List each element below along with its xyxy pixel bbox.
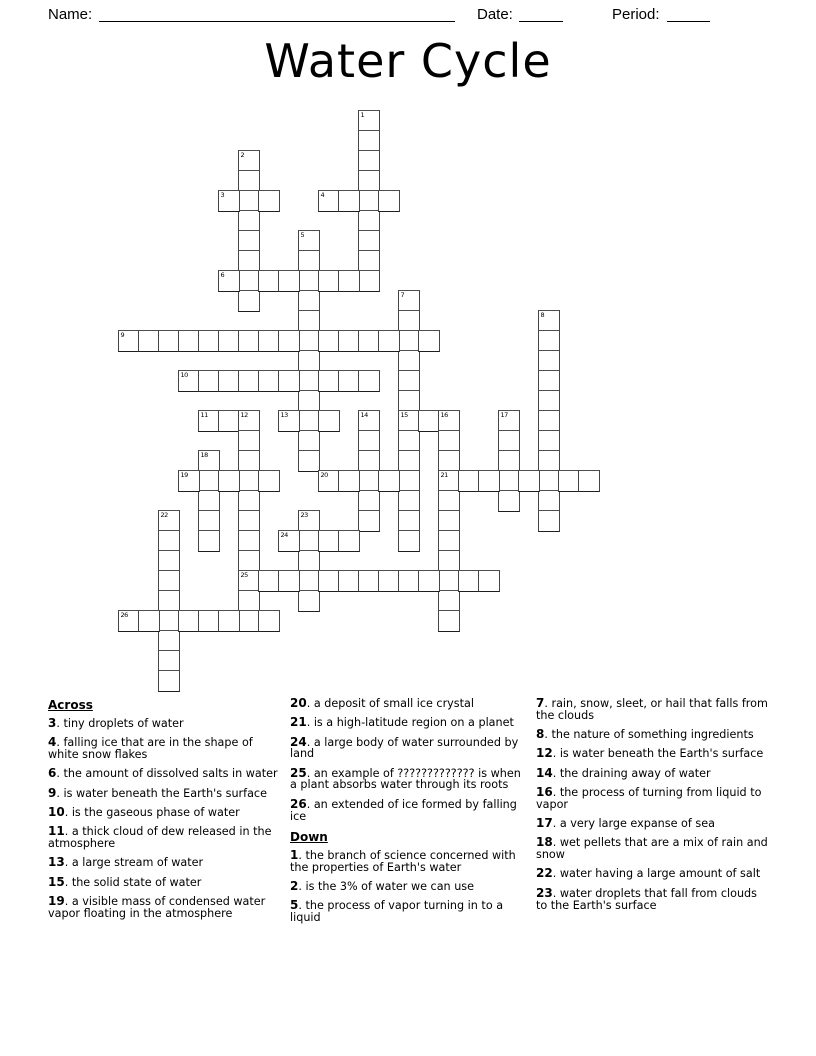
clue-text: . a very large expanse of sea <box>552 817 715 831</box>
grid-cell[interactable] <box>538 390 560 412</box>
clue-text: . the solid state of water <box>64 875 202 889</box>
grid-cell[interactable] <box>118 610 140 632</box>
clue-item <box>290 734 531 761</box>
cell-number: 14 <box>360 410 368 419</box>
grid-cell[interactable] <box>398 410 420 432</box>
clue-item <box>48 768 285 780</box>
grid-cell[interactable] <box>278 270 300 292</box>
grid-cell[interactable] <box>398 450 420 472</box>
clue-item <box>536 698 771 722</box>
grid-cell[interactable] <box>218 610 240 632</box>
clue-number: 2 <box>290 878 299 893</box>
grid-cell[interactable] <box>398 430 420 452</box>
worksheet-title: Water Cycle <box>264 34 552 88</box>
grid-cell[interactable] <box>198 490 220 512</box>
grid-cell[interactable] <box>358 570 380 592</box>
grid-cell[interactable] <box>438 430 460 452</box>
grid-cell[interactable] <box>298 570 320 592</box>
clue-item <box>536 885 771 912</box>
clues-section-header: Across <box>48 698 93 712</box>
clue-text: . the amount of dissolved salts in water <box>56 767 278 781</box>
grid-cell[interactable] <box>218 190 240 212</box>
grid-cell[interactable] <box>378 470 400 492</box>
grid-cell[interactable] <box>438 610 460 632</box>
grid-cell[interactable] <box>258 330 280 352</box>
clue-item <box>48 804 285 819</box>
grid-cell[interactable] <box>118 330 140 352</box>
grid-cell[interactable] <box>538 370 560 392</box>
grid-cell[interactable] <box>438 550 460 572</box>
clue-item <box>48 874 285 889</box>
grid-cell[interactable] <box>238 490 260 512</box>
grid-cell[interactable] <box>218 330 240 352</box>
clue-number: 24 <box>290 734 307 749</box>
grid-cell[interactable] <box>358 110 380 132</box>
clue-item <box>290 796 531 823</box>
grid-cell[interactable] <box>198 370 220 392</box>
cell-number: 16 <box>440 410 448 419</box>
grid-cell[interactable] <box>378 330 400 352</box>
grid-cell[interactable] <box>178 330 200 352</box>
grid-cell[interactable] <box>538 490 560 512</box>
grid-cell[interactable] <box>378 190 400 212</box>
grid-cell[interactable] <box>538 310 560 332</box>
grid-cell[interactable] <box>238 230 260 252</box>
grid-cell[interactable] <box>398 310 420 332</box>
clue-number: 18 <box>536 835 553 850</box>
clue-text: . the draining away of water <box>552 766 711 780</box>
clue-text: . rain, snow, sleet, or hail that falls from the clouds <box>536 697 768 722</box>
cell-number: 4 <box>320 190 325 199</box>
clue-text: . the nature of something ingredients <box>544 728 754 742</box>
grid-cell[interactable] <box>358 470 380 492</box>
cell-number: 26 <box>120 610 128 619</box>
clue-item <box>536 729 771 741</box>
grid-cell[interactable] <box>318 370 340 392</box>
clue-column-middle <box>290 698 531 931</box>
grid-cell[interactable] <box>498 450 520 472</box>
clue-number: 6 <box>48 766 57 781</box>
grid-cell[interactable] <box>378 570 400 592</box>
grid-cell[interactable] <box>338 190 360 212</box>
grid-cell[interactable] <box>238 550 260 572</box>
cell-number: 13 <box>280 410 288 419</box>
grid-cell[interactable] <box>358 510 380 532</box>
grid-cell[interactable] <box>238 590 260 612</box>
grid-cell[interactable] <box>238 290 260 312</box>
clue-number: 9 <box>48 785 57 800</box>
grid-cell[interactable] <box>418 570 440 592</box>
clue-item <box>536 748 771 760</box>
clue-number: 5 <box>290 898 299 913</box>
cell-number: 7 <box>400 290 405 299</box>
grid-cell[interactable] <box>278 370 300 392</box>
grid-cell[interactable] <box>478 570 500 592</box>
grid-cell[interactable] <box>438 510 460 532</box>
grid-cell[interactable] <box>358 410 380 432</box>
grid-cell[interactable] <box>158 590 180 612</box>
grid-cell[interactable] <box>318 330 340 352</box>
clue-number: 7 <box>536 696 545 710</box>
cell-number: 5 <box>300 230 305 239</box>
grid-cell[interactable] <box>158 670 180 692</box>
grid-cell[interactable] <box>238 210 260 232</box>
grid-cell[interactable] <box>358 150 380 172</box>
clue-item <box>536 868 771 880</box>
clue-text: . water having a large amount of salt <box>552 867 761 881</box>
grid-cell[interactable] <box>298 230 320 252</box>
grid-cell[interactable] <box>498 490 520 512</box>
grid-cell[interactable] <box>258 270 280 292</box>
clue-column-left <box>48 698 285 927</box>
grid-cell[interactable] <box>298 530 320 552</box>
clue-number: 23 <box>536 885 553 900</box>
grid-cell[interactable] <box>358 270 380 292</box>
grid-cell[interactable] <box>298 250 320 272</box>
grid-cell[interactable] <box>218 370 240 392</box>
grid-cell[interactable] <box>278 530 300 552</box>
crossword-grid <box>118 110 618 710</box>
clue-text: . an example of ????????????? is when a plant absorbs water through its roots <box>290 766 521 792</box>
grid-cell[interactable] <box>358 210 380 232</box>
clue-number: 4 <box>48 735 57 750</box>
grid-cell[interactable] <box>398 530 420 552</box>
grid-cell[interactable] <box>438 410 460 432</box>
cell-number: 9 <box>120 330 125 339</box>
grid-cell[interactable] <box>258 570 280 592</box>
period-blank-line[interactable] <box>667 4 710 22</box>
grid-cell[interactable] <box>298 510 320 532</box>
grid-cell[interactable] <box>298 450 320 472</box>
clue-number: 16 <box>536 784 553 799</box>
grid-cell[interactable] <box>338 470 360 492</box>
grid-cell[interactable] <box>178 370 200 392</box>
grid-cell[interactable] <box>198 510 220 532</box>
grid-cell[interactable] <box>198 470 220 492</box>
grid-cell[interactable] <box>358 450 380 472</box>
clue-number: 15 <box>48 874 65 889</box>
grid-cell[interactable] <box>278 570 300 592</box>
grid-cell[interactable] <box>238 410 260 432</box>
grid-cell[interactable] <box>238 510 260 532</box>
grid-cell[interactable] <box>298 290 320 312</box>
grid-cell[interactable] <box>178 470 200 492</box>
grid-cell[interactable] <box>318 190 340 212</box>
grid-cell[interactable] <box>238 170 260 192</box>
clue-item <box>48 826 285 850</box>
clue-number: 13 <box>48 855 65 870</box>
clue-number: 14 <box>536 765 553 780</box>
date-blank-line[interactable] <box>519 4 563 22</box>
grid-cell[interactable] <box>538 330 560 352</box>
clue-item <box>290 765 531 792</box>
grid-cell[interactable] <box>318 570 340 592</box>
grid-cell[interactable] <box>338 330 360 352</box>
grid-cell[interactable] <box>158 510 180 532</box>
name-blank-line[interactable] <box>99 4 455 22</box>
grid-cell[interactable] <box>318 530 340 552</box>
clue-text: . falling ice that are in the shape of white snow flakes <box>48 736 253 762</box>
grid-cell[interactable] <box>298 370 320 392</box>
clue-text: . a deposit of small ice crystal <box>306 697 474 710</box>
clue-text: . an extended of ice formed by falling ice <box>290 797 517 823</box>
grid-cell[interactable] <box>338 530 360 552</box>
grid-cell[interactable] <box>358 170 380 192</box>
grid-cell[interactable] <box>258 370 280 392</box>
grid-cell[interactable] <box>398 350 420 372</box>
cell-number: 24 <box>280 530 288 539</box>
clue-number: 1 <box>290 847 299 862</box>
clue-number: 11 <box>48 824 65 839</box>
grid-cell[interactable] <box>578 470 600 492</box>
clue-item <box>48 785 285 800</box>
grid-cell[interactable] <box>238 250 260 272</box>
grid-cell[interactable] <box>318 270 340 292</box>
clue-number: 12 <box>536 746 553 761</box>
grid-cell[interactable] <box>298 550 320 572</box>
grid-cell[interactable] <box>298 310 320 332</box>
grid-cell[interactable] <box>238 530 260 552</box>
grid-cell[interactable] <box>438 450 460 472</box>
clue-number: 25 <box>290 765 307 780</box>
grid-cell[interactable] <box>138 610 160 632</box>
grid-cell[interactable] <box>558 470 580 492</box>
grid-cell[interactable] <box>358 370 380 392</box>
cell-number: 6 <box>220 270 225 279</box>
grid-cell[interactable] <box>238 270 260 292</box>
grid-cell[interactable] <box>538 410 560 432</box>
cell-number: 25 <box>240 570 248 579</box>
clue-item <box>536 837 771 861</box>
grid-cell[interactable] <box>238 470 260 492</box>
grid-cell[interactable] <box>398 330 420 352</box>
clue-text: . water droplets that fall from clouds to the Earth's surface <box>536 886 757 912</box>
grid-cell[interactable] <box>238 190 260 212</box>
grid-cell[interactable] <box>358 330 380 352</box>
grid-cell[interactable] <box>178 610 200 632</box>
grid-cell[interactable] <box>298 590 320 612</box>
grid-cell[interactable] <box>138 330 160 352</box>
clue-text: . a large stream of water <box>64 856 204 870</box>
clue-item <box>48 857 285 869</box>
grid-cell[interactable] <box>298 270 320 292</box>
clue-number: 26 <box>290 796 307 811</box>
clues-section-header: Down <box>290 829 328 844</box>
clue-item <box>290 717 531 729</box>
grid-cell[interactable] <box>458 470 480 492</box>
grid-cell[interactable] <box>538 450 560 472</box>
clue-number: 21 <box>290 715 307 730</box>
clue-number: 3 <box>48 716 57 730</box>
grid-cell[interactable] <box>438 490 460 512</box>
grid-cell[interactable] <box>298 430 320 452</box>
grid-cell[interactable] <box>318 470 340 492</box>
cell-number: 1 <box>360 110 365 119</box>
clue-text: . a large body of water surrounded by land <box>290 735 519 761</box>
grid-cell[interactable] <box>158 570 180 592</box>
grid-cell[interactable] <box>338 270 360 292</box>
clue-number: 8 <box>536 727 545 742</box>
name-label: Name: <box>48 6 93 23</box>
grid-cell[interactable] <box>258 470 280 492</box>
cell-number: 8 <box>540 310 545 319</box>
cell-number: 21 <box>440 470 448 479</box>
grid-cell[interactable] <box>158 330 180 352</box>
cell-number: 20 <box>320 470 328 479</box>
grid-cell[interactable] <box>158 630 180 652</box>
clue-item <box>48 893 285 920</box>
grid-cell[interactable] <box>358 130 380 152</box>
clue-text: . is water beneath the Earth's surface <box>552 747 764 761</box>
grid-cell[interactable] <box>398 570 420 592</box>
grid-cell[interactable] <box>298 330 320 352</box>
cell-number: 19 <box>180 470 188 479</box>
grid-cell[interactable] <box>158 530 180 552</box>
grid-cell[interactable] <box>358 250 380 272</box>
clue-text: . is the 3% of water we can use <box>298 879 474 893</box>
clue-item <box>536 765 771 780</box>
clue-text: . a thick cloud of dew released in the atmosphere <box>48 825 272 851</box>
worksheet-header <box>0 4 816 28</box>
grid-cell[interactable] <box>498 430 520 452</box>
cell-number: 15 <box>400 410 408 419</box>
grid-cell[interactable] <box>498 410 520 432</box>
grid-cell[interactable] <box>298 390 320 412</box>
grid-cell[interactable] <box>418 410 440 432</box>
grid-cell[interactable] <box>198 610 220 632</box>
clue-item <box>48 737 285 761</box>
grid-cell[interactable] <box>438 470 460 492</box>
grid-cell[interactable] <box>278 410 300 432</box>
cell-number: 10 <box>180 370 188 379</box>
grid-cell[interactable] <box>258 190 280 212</box>
grid-cell[interactable] <box>498 470 520 492</box>
grid-cell[interactable] <box>478 470 500 492</box>
clue-text: . a visible mass of condensed water vapor floating in the atmosphere <box>48 894 266 920</box>
clue-text: . wet pellets that are a mix of rain and snow <box>536 836 768 862</box>
cell-number: 2 <box>240 150 245 159</box>
cell-number: 22 <box>160 510 168 519</box>
clue-text: . tiny droplets of water <box>56 717 184 730</box>
grid-cell[interactable] <box>458 570 480 592</box>
clue-number: 19 <box>48 893 65 908</box>
clue-text: . is a high-latitude region on a planet <box>306 716 514 730</box>
grid-cell[interactable] <box>518 470 540 492</box>
grid-cell[interactable] <box>238 450 260 472</box>
clue-item <box>536 784 771 811</box>
grid-cell[interactable] <box>298 350 320 372</box>
cell-number: 3 <box>220 190 225 199</box>
grid-cell[interactable] <box>398 490 420 512</box>
clue-number: 17 <box>536 816 553 831</box>
grid-cell[interactable] <box>158 650 180 672</box>
grid-cell[interactable] <box>338 370 360 392</box>
grid-cell[interactable] <box>398 290 420 312</box>
grid-cell[interactable] <box>438 530 460 552</box>
grid-cell[interactable] <box>238 150 260 172</box>
grid-cell[interactable] <box>258 610 280 632</box>
grid-cell[interactable] <box>238 570 260 592</box>
clue-item <box>290 698 531 710</box>
grid-cell[interactable] <box>238 370 260 392</box>
cell-number: 12 <box>240 410 248 419</box>
date-label: Date: <box>477 6 513 23</box>
clue-item <box>290 847 531 874</box>
grid-cell[interactable] <box>218 270 240 292</box>
cell-number: 17 <box>500 410 508 419</box>
grid-cell[interactable] <box>198 410 220 432</box>
grid-cell[interactable] <box>218 410 240 432</box>
grid-cell[interactable] <box>398 390 420 412</box>
grid-cell[interactable] <box>198 530 220 552</box>
grid-cell[interactable] <box>538 350 560 372</box>
clue-text: . the process of vapor turning in to a liquid <box>290 899 504 925</box>
clue-number: 10 <box>48 804 65 819</box>
grid-cell[interactable] <box>358 430 380 452</box>
grid-cell[interactable] <box>318 410 340 432</box>
grid-cell[interactable] <box>538 430 560 452</box>
clue-text: . the branch of science concerned with the properties of Earth's water <box>290 848 516 874</box>
grid-cell[interactable] <box>438 590 460 612</box>
grid-cell[interactable] <box>418 330 440 352</box>
clue-number: 20 <box>290 696 307 710</box>
grid-cell[interactable] <box>538 470 560 492</box>
clue-text: . is water beneath the Earth's surface <box>56 786 267 800</box>
cell-number: 23 <box>300 510 308 519</box>
clue-column-right <box>536 698 771 919</box>
grid-cell[interactable] <box>298 410 320 432</box>
clue-item <box>536 818 771 830</box>
grid-cell[interactable] <box>438 570 460 592</box>
grid-cell[interactable] <box>278 330 300 352</box>
clue-text: . is the gaseous phase of water <box>64 805 240 819</box>
grid-cell[interactable] <box>238 610 260 632</box>
grid-cell[interactable] <box>358 230 380 252</box>
grid-cell[interactable] <box>538 510 560 532</box>
grid-cell[interactable] <box>398 470 420 492</box>
cell-number: 11 <box>200 410 208 419</box>
grid-cell[interactable] <box>398 510 420 532</box>
grid-cell[interactable] <box>198 450 220 472</box>
grid-cell[interactable] <box>358 490 380 512</box>
grid-cell[interactable] <box>158 550 180 572</box>
grid-cell[interactable] <box>198 330 220 352</box>
period-label: Period: <box>612 6 660 23</box>
clue-item <box>290 878 531 893</box>
grid-cell[interactable] <box>338 570 360 592</box>
grid-cell[interactable] <box>218 470 240 492</box>
clue-item <box>290 900 531 924</box>
grid-cell[interactable] <box>158 610 180 632</box>
clue-number: 22 <box>536 866 553 881</box>
clue-item <box>48 718 285 730</box>
grid-cell[interactable] <box>398 370 420 392</box>
clue-text: . the process of turning from liquid to vapor <box>536 785 762 811</box>
cell-number: 18 <box>200 450 208 459</box>
grid-cell[interactable] <box>358 190 380 212</box>
grid-cell[interactable] <box>238 430 260 452</box>
grid-cell[interactable] <box>238 330 260 352</box>
